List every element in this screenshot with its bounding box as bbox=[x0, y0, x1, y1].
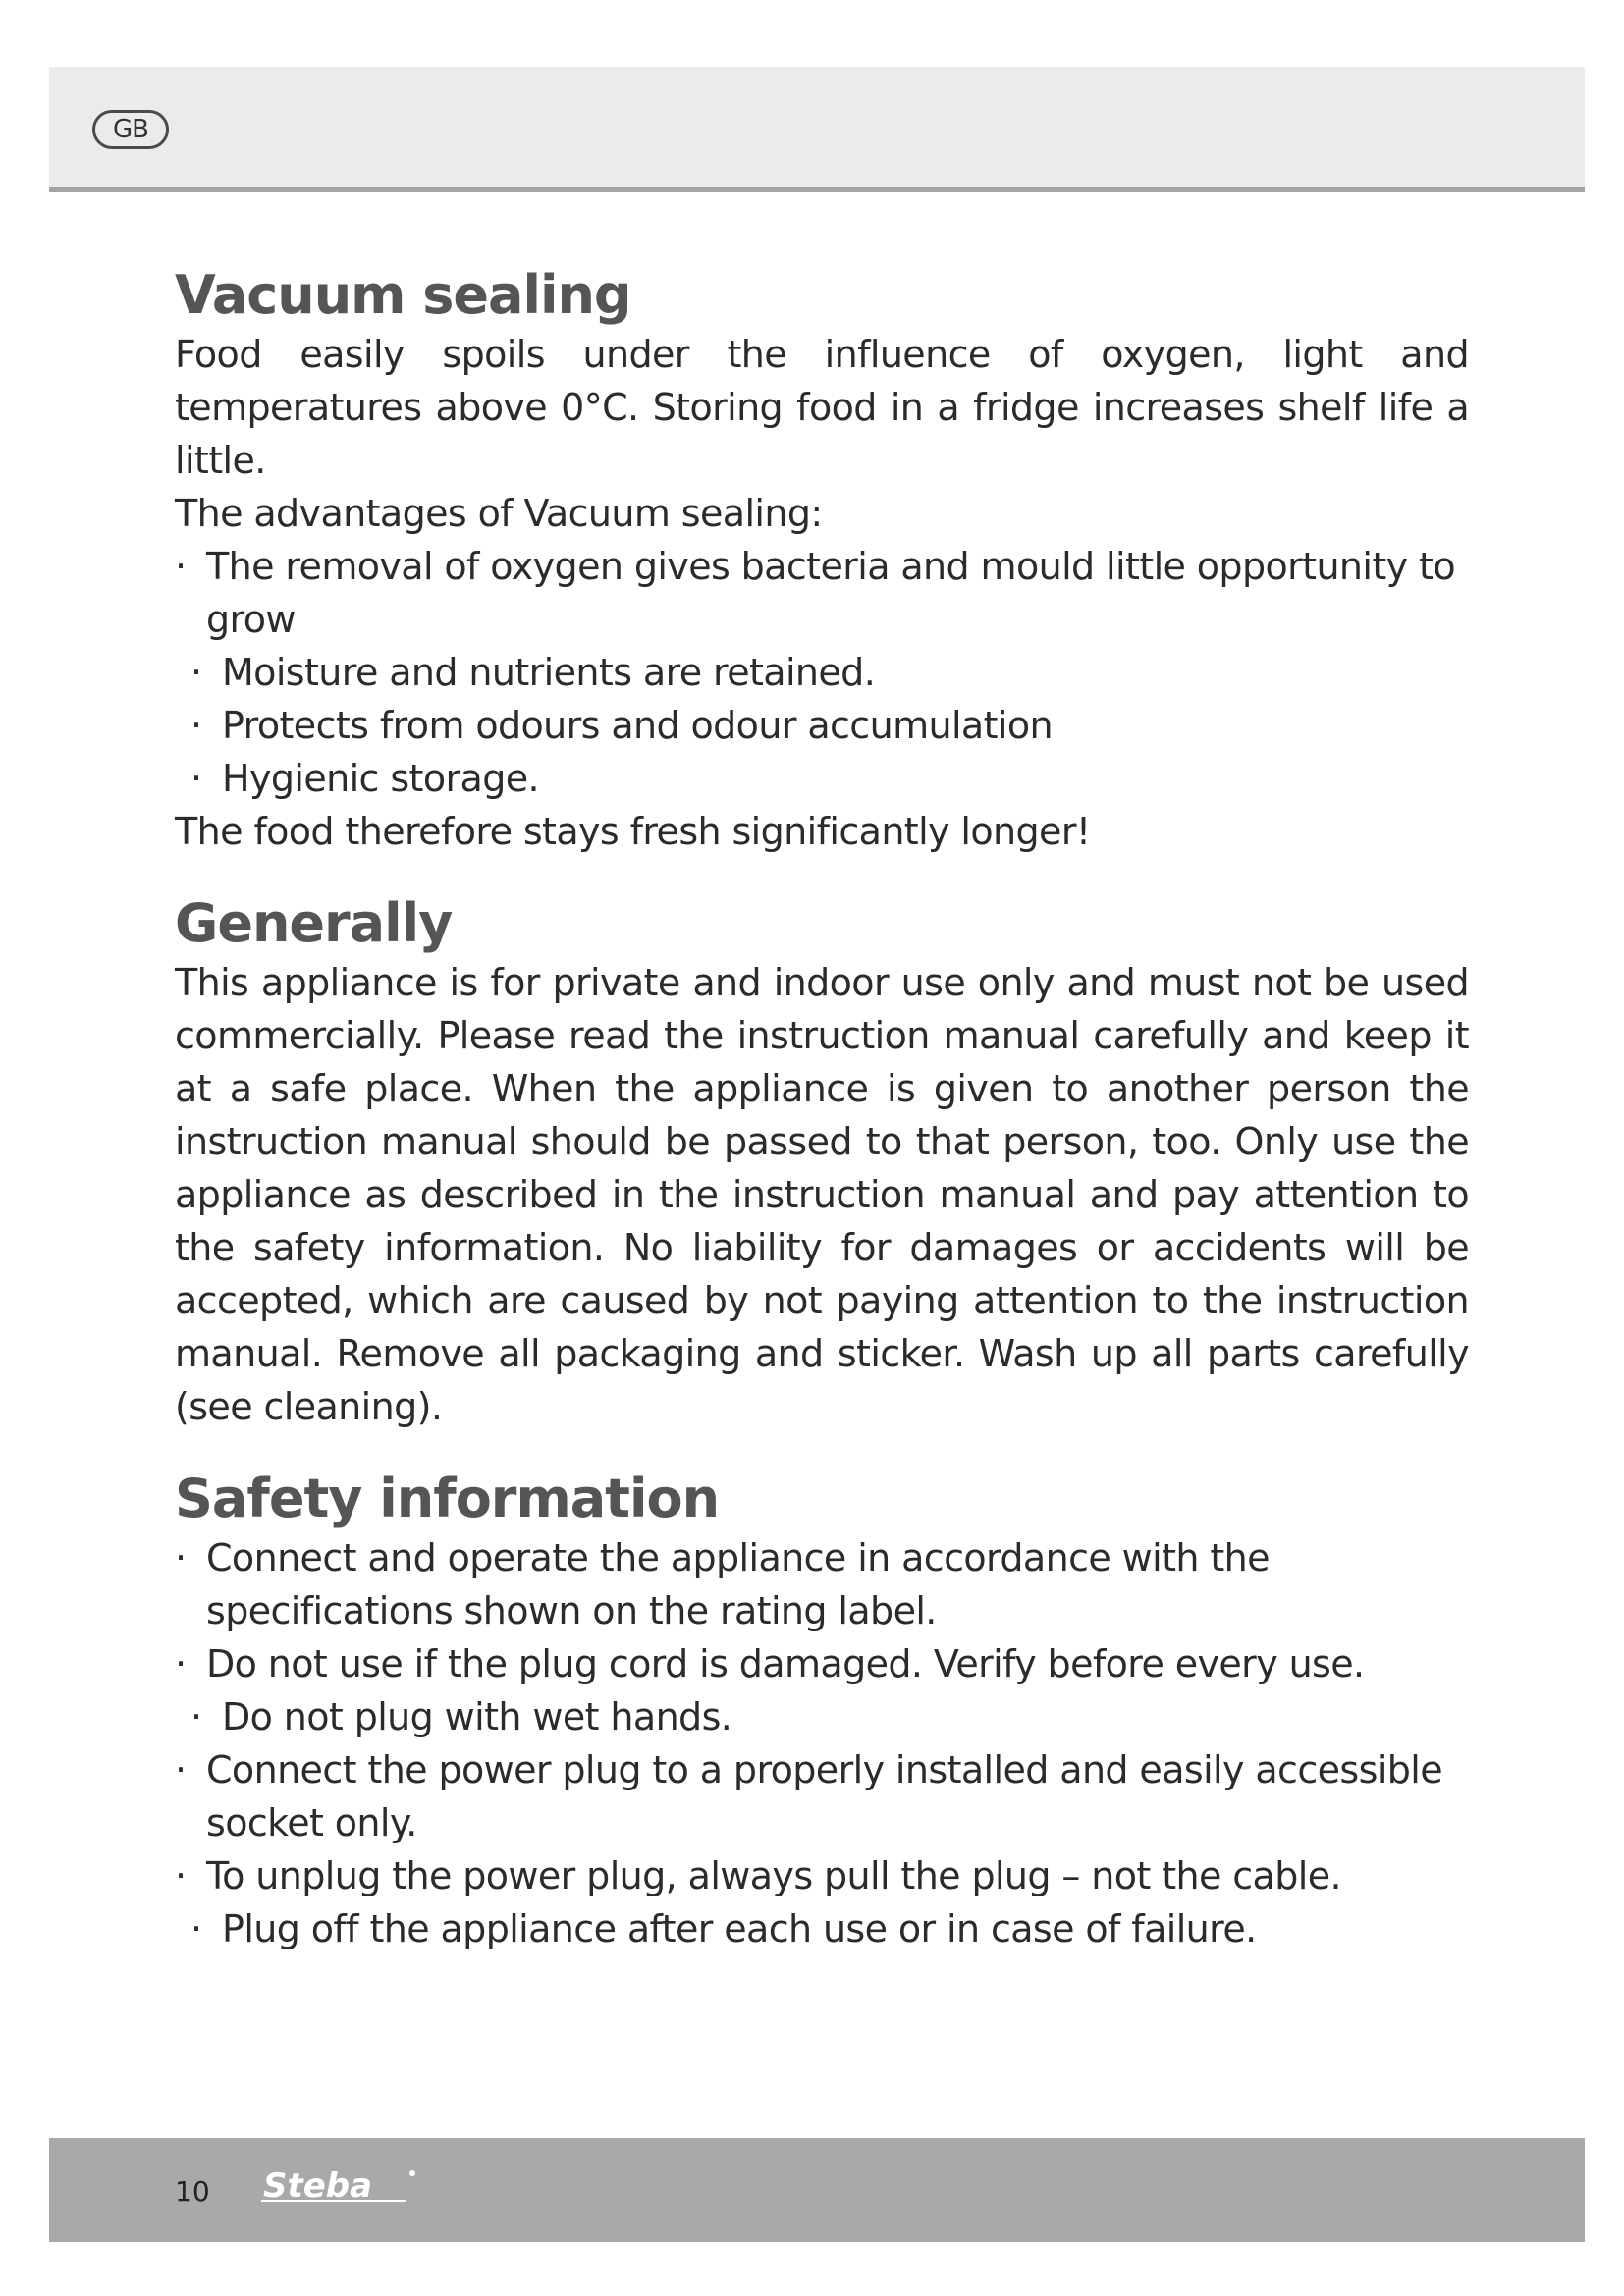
header-bar bbox=[49, 67, 1585, 192]
section-title: Safety information bbox=[175, 1468, 720, 1529]
steba-logo bbox=[259, 2163, 426, 2213]
list-item: · Protects from odours and odour accumulation bbox=[175, 699, 1469, 752]
list-item: · Connect and operate the appliance in accordance with the specifications shown on the rating label. bbox=[175, 1531, 1469, 1637]
intro-paragraph: Food easily spoils under the influence of oxygen, light and temperatures above 0°C. Storing food in a fridge increases shelf life a little. bbox=[175, 333, 1469, 482]
footer-bar bbox=[49, 2138, 1585, 2242]
advantages-lead: The advantages of Vacuum sealing: bbox=[175, 492, 823, 535]
section-vacuum-sealing bbox=[175, 263, 1469, 858]
list-item: · Do not use if the plug cord is damaged. Verify before every use. bbox=[175, 1637, 1469, 1690]
page-number: 10 bbox=[175, 2175, 210, 2208]
list-item: · Hygienic storage. bbox=[175, 752, 1469, 805]
body-paragraph: This appliance is for private and indoor use only and must not be used commercially. Please read the instruction manual carefully and keep it at a safe place. When the appliance is given to another person the instruction manual should be passed to that person, too. Only use the appliance as described in the instruction manual and pay attention to the safety information. No liability for damages or accidents will be accepted, which are caused by not paying attention to the instruction manual. Remove all packaging and sticker. Wash up all parts carefully (see cleaning). bbox=[175, 961, 1469, 1428]
section-safety-information bbox=[175, 1467, 1469, 1955]
list-item: · Connect the power plug to a properly installed and easily accessible socket only. bbox=[175, 1743, 1469, 1849]
section-generally bbox=[175, 891, 1469, 1433]
page-content bbox=[175, 263, 1469, 1989]
list-item: · The removal of oxygen gives bacteria and mould little opportunity to grow bbox=[175, 540, 1469, 646]
list-item: · Moisture and nutrients are retained. bbox=[175, 646, 1469, 699]
list-item: · Plug off the appliance after each use or in case of failure. bbox=[175, 1902, 1469, 1955]
svg-text:Steba: Steba bbox=[263, 2166, 373, 2206]
list-item: · To unplug the power plug, always pull the plug – not the cable. bbox=[175, 1849, 1469, 1902]
language-badge: GB bbox=[92, 110, 169, 149]
list-item: · Do not plug with wet hands. bbox=[175, 1690, 1469, 1743]
closing-sentence: The food therefore stays fresh significantly longer! bbox=[175, 810, 1091, 853]
section-title: Vacuum sealing bbox=[175, 264, 631, 326]
section-title: Generally bbox=[175, 892, 453, 954]
